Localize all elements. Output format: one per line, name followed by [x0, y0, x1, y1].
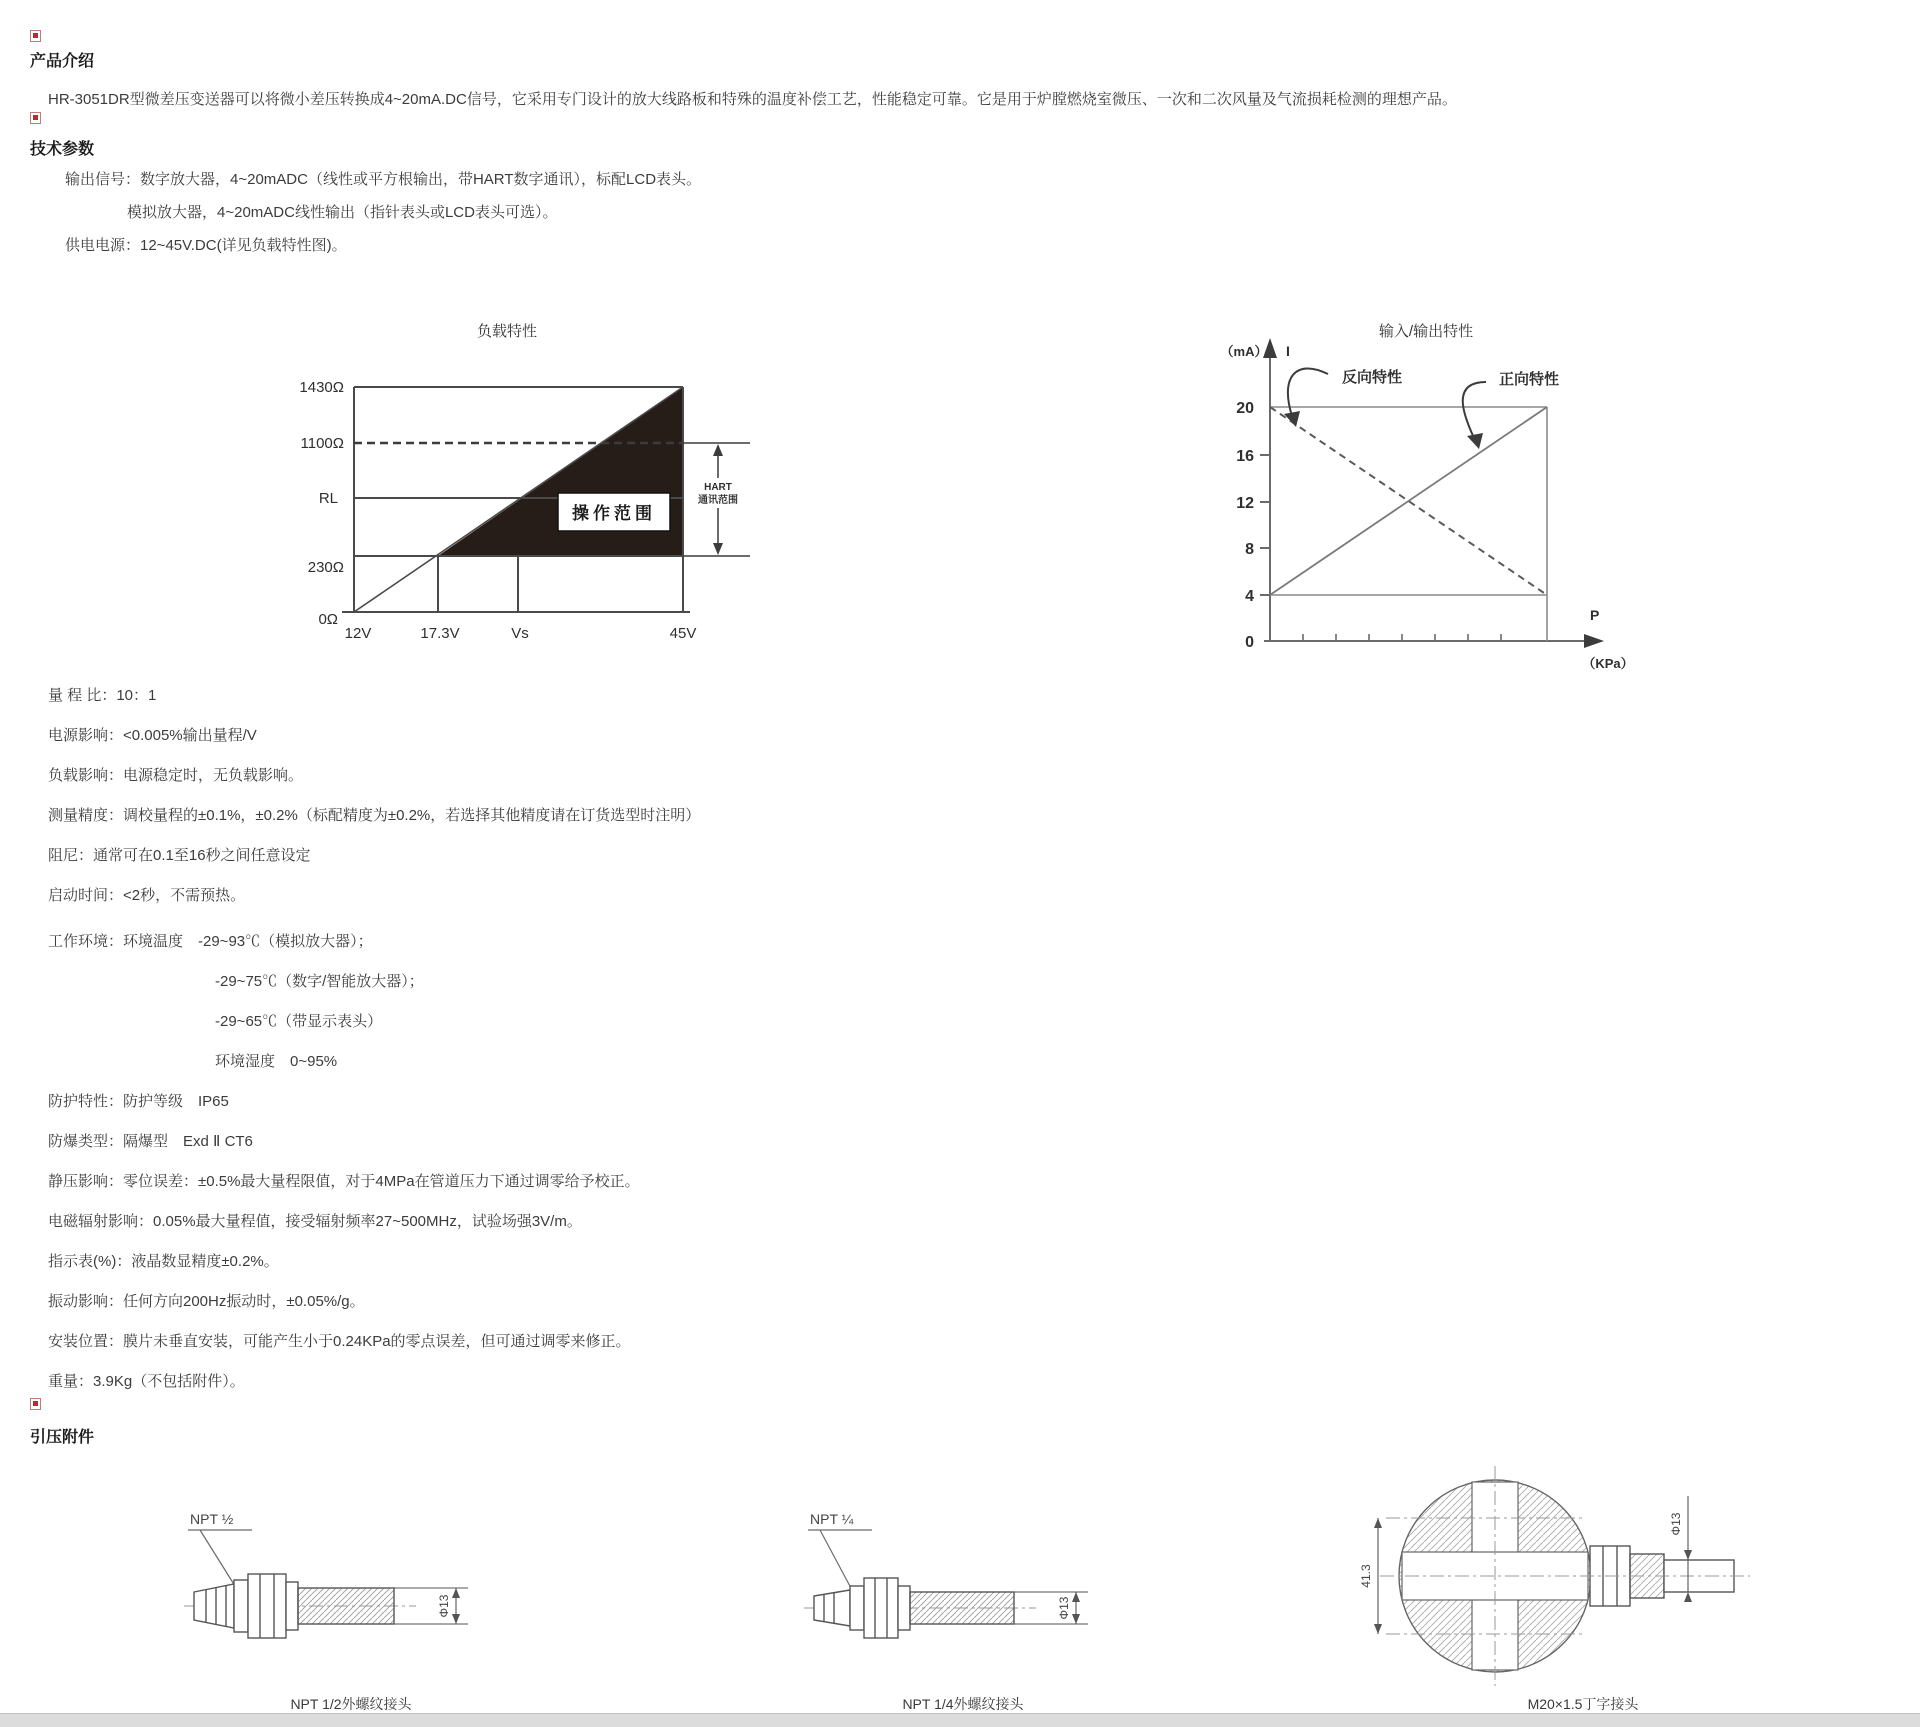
- param-line: 指示表(%)：液晶数显精度±0.2%。: [48, 1253, 279, 1270]
- hart-range-label: 通讯范围: [698, 495, 738, 506]
- param-line: 振动影响：任何方向200Hz振动时，±0.05%/g。: [48, 1293, 365, 1310]
- chart-title: 负载特性: [476, 323, 538, 340]
- y-tick-label: 12: [1236, 495, 1254, 512]
- intro-heading: 产品介绍: [30, 53, 95, 70]
- y-tick-label: 0Ω: [318, 611, 338, 628]
- callout-leader: [188, 1530, 252, 1586]
- param-line: 测量精度：调校量程的±0.1%，±0.2%（标配精度为±0.2%，若选择其他精度请在订货选型时注明）: [48, 807, 701, 824]
- param-line: 环境湿度 0~95%: [215, 1053, 338, 1070]
- fitting-drawing-npt-quarter: [800, 1498, 1110, 1678]
- arrowhead-icon: [452, 1588, 460, 1598]
- fitting-body: [814, 1578, 1014, 1638]
- arrowhead-icon: [452, 1614, 460, 1624]
- y-ticks: [1260, 455, 1270, 595]
- hart-range-label: HART: [704, 482, 732, 493]
- x-axis-symbol: P: [1590, 607, 1600, 623]
- x-tick-label: Vs: [511, 625, 529, 642]
- arrowhead-icon: [1284, 411, 1300, 427]
- param-line: 重量：3.9Kg（不包括附件）。: [48, 1373, 245, 1390]
- param-line: 启动时间：<2秒，不需预热。: [48, 887, 246, 904]
- broken-image-icon: [30, 30, 41, 42]
- callout-leader: [808, 1530, 872, 1590]
- fitting-drawing-m20-tjoint: [1340, 1458, 1760, 1694]
- specs-heading: 技术参数: [30, 141, 95, 158]
- load-characteristic-chart: [218, 300, 778, 656]
- arrowhead-icon: [1374, 1518, 1382, 1528]
- arrowhead-icon: [1072, 1614, 1080, 1624]
- y-tick-label: 20: [1236, 400, 1254, 417]
- arrowhead-icon: [1374, 1624, 1382, 1634]
- param-line: 电磁辐射影响：0.05%最大量程值，接受辐射频率27~500MHz，试验场强3V/m。: [48, 1213, 582, 1230]
- chart-frame: [1270, 407, 1547, 641]
- arrowhead-icon: [1684, 1550, 1692, 1560]
- param-line: -29~65℃（带显示表头）: [215, 1013, 383, 1030]
- fitting-drawing-npt-half: [180, 1498, 490, 1678]
- dimension-label: 41.3: [1359, 1564, 1373, 1588]
- y-tick-label: 1100Ω: [300, 435, 344, 452]
- x-ticks: [1303, 634, 1501, 641]
- arrowhead-icon: [1467, 433, 1483, 449]
- axes: [1264, 348, 1594, 641]
- fitting-caption: M20×1.5丁字接头: [1527, 1696, 1639, 1712]
- y-axis-unit: （mA）: [1220, 344, 1268, 359]
- fitting-caption: NPT 1/2外螺纹接头: [290, 1696, 412, 1712]
- intro-paragraph: HR-3051DR型微差压变送器可以将微小差压转换成4~20mA.DC信号，它采用专门设计的放大线路板和特殊的温度补偿工艺，性能稳定可靠。它是用于炉膛燃烧室微压、一次和二次风量及气流损耗检测的理想产品。: [48, 91, 1457, 108]
- param-line: 安装位置：膜片未垂直安装，可能产生小于0.24KPa的零点误差，但可通过调零来修正。: [48, 1333, 631, 1350]
- param-line: 静压影响：零位误差：±0.5%最大量程限值，对于4MPa在管道压力下通过调零给予校正。: [48, 1173, 640, 1190]
- arrowhead-icon: [1072, 1592, 1080, 1602]
- io-characteristic-chart: [1180, 296, 1700, 688]
- broken-image-icon: [30, 1398, 41, 1410]
- arrow-down-icon: [713, 543, 723, 555]
- reverse-characteristic-label: 反向特性: [1341, 369, 1403, 386]
- y-tick-label: 0: [1245, 634, 1254, 651]
- y-tick-label: 8: [1245, 541, 1254, 558]
- dimension-label: Φ13: [1669, 1512, 1683, 1536]
- fitting-caption: NPT 1/4外螺纹接头: [902, 1696, 1024, 1712]
- arrow-up-icon: [713, 444, 723, 456]
- param-line: 工作环境：环境温度 -29~93℃（模拟放大器）；: [48, 933, 373, 950]
- param-line: 量 程 比：10：1: [48, 687, 157, 704]
- x-tick-label: 17.3V: [420, 625, 460, 642]
- y-tick-label: 16: [1236, 448, 1254, 465]
- y-tick-label: 230Ω: [307, 559, 344, 576]
- svg-text:操作范围: 操作范围: [572, 504, 656, 523]
- y-axis-labels: [299, 379, 344, 628]
- fitting-body: [194, 1574, 394, 1638]
- param-line: 负载影响：电源稳定时，无负载影响。: [48, 767, 304, 784]
- spec-line: 输出信号：数字放大器，4~20mADC（线性或平方根输出，带HART数字通讯），标配LCD表头。: [65, 171, 702, 188]
- y-axis-labels: [1236, 400, 1254, 651]
- fitting-callout: NPT ½: [190, 1511, 234, 1527]
- forward-annotation-arrow: [1463, 382, 1486, 438]
- x-axis-labels: [345, 625, 697, 642]
- fitting-callout: NPT ¼: [810, 1511, 854, 1527]
- y-tick-label: RL: [318, 490, 338, 507]
- operating-range-label: [558, 493, 670, 531]
- x-tick-label: 45V: [669, 625, 697, 642]
- dimension-label: Φ13: [1057, 1596, 1071, 1620]
- param-line: -29~75℃（数字/智能放大器）；: [215, 973, 424, 990]
- param-line: 防护特性：防护等级 IP65: [48, 1093, 229, 1110]
- page-bottom-bar: [0, 1713, 1920, 1727]
- reverse-annotation-arrow: [1288, 368, 1328, 416]
- x-tick-label: 12V: [344, 625, 372, 642]
- chart-title: 输入/输出特性: [1378, 323, 1474, 340]
- param-line: 防爆类型：隔爆型 Exd Ⅱ CT6: [48, 1133, 253, 1150]
- y-tick-label: 4: [1245, 588, 1254, 605]
- y-tick-label: 1430Ω: [299, 379, 344, 396]
- y-axis-symbol: I: [1286, 343, 1290, 359]
- broken-image-icon: [30, 112, 41, 124]
- x-axis-unit: （KPa）: [1582, 656, 1634, 671]
- forward-characteristic-label: 正向特性: [1498, 371, 1560, 388]
- spec-line: 供电电源：12~45V.DC(详见负载特性图)。: [65, 237, 347, 254]
- x-axis-arrow-icon: [1584, 634, 1604, 648]
- dimension-label: Φ13: [437, 1594, 451, 1618]
- spec-line: 模拟放大器，4~20mADC线性输出（指针表头或LCD表头可选）。: [127, 204, 558, 221]
- param-line: 阻尼：通常可在0.1至16秒之间任意设定: [48, 847, 311, 864]
- param-line: 电源影响：<0.005%输出量程/V: [48, 727, 257, 744]
- arrowhead-icon: [1684, 1592, 1692, 1602]
- fittings-heading: 引压附件: [30, 1429, 95, 1446]
